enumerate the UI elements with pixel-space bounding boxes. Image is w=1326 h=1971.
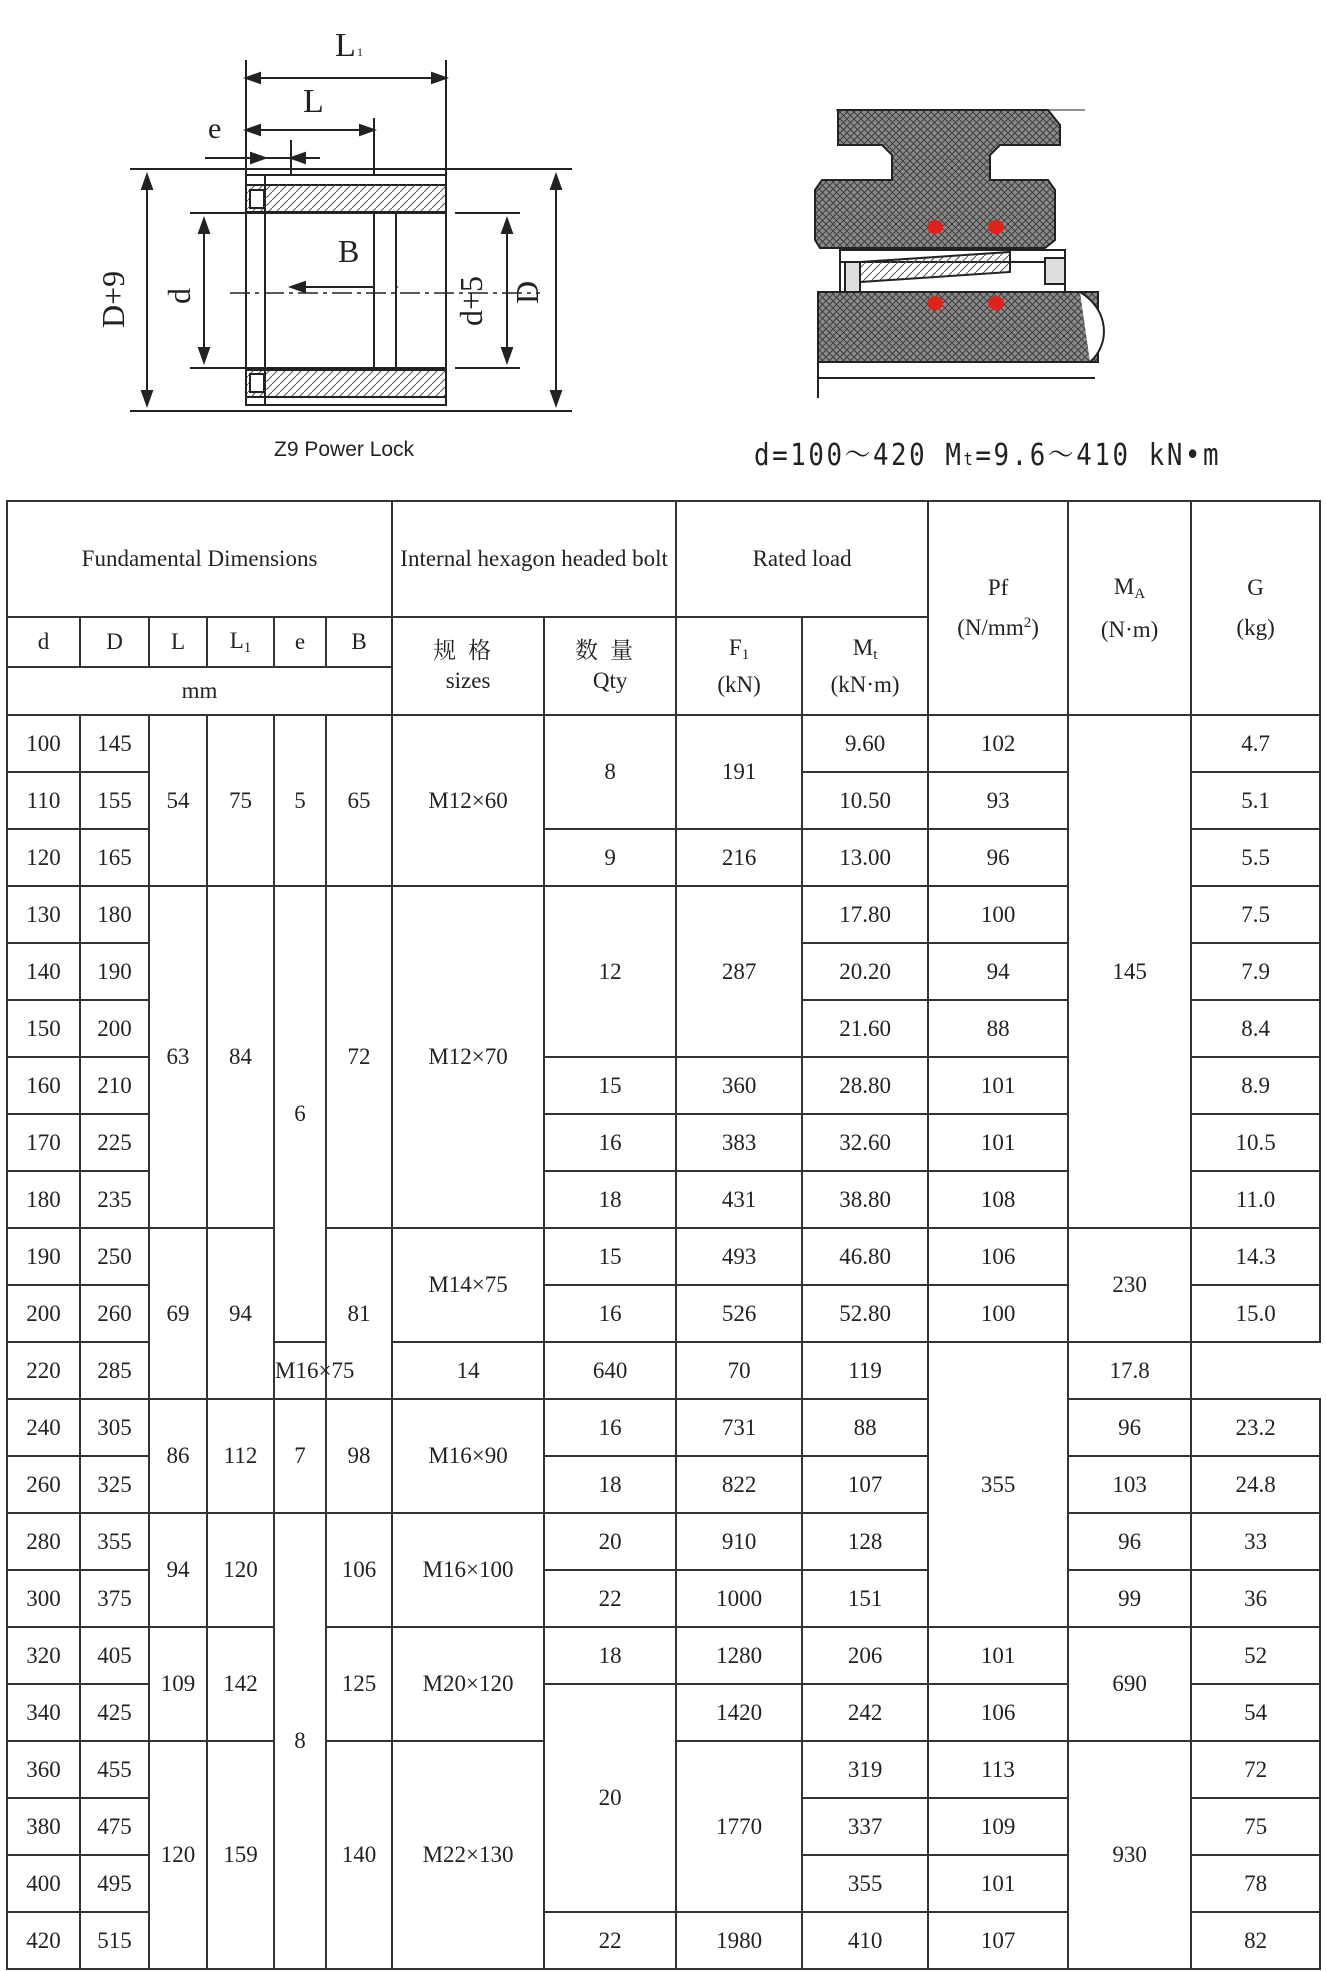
cell-pf: 101 — [928, 1114, 1068, 1171]
cell-L1: 120 — [207, 1513, 274, 1627]
cell-ma: 355 — [928, 1342, 1068, 1627]
cell-d: 200 — [7, 1285, 80, 1342]
cell-f1: 431 — [676, 1171, 802, 1228]
cell-pf: 96 — [1068, 1513, 1191, 1570]
table-row — [7, 1627, 1320, 1684]
cell-L1: 142 — [207, 1627, 274, 1741]
cell-qty: 16 — [544, 1285, 676, 1342]
cell-qty: 18 — [544, 1456, 676, 1513]
sizes-en: sizes — [445, 668, 491, 693]
cell-g: 75 — [1191, 1798, 1320, 1855]
unit-mm: mm — [7, 667, 392, 715]
cell-g: 23.2 — [1191, 1399, 1320, 1456]
g-unit: (kg) — [1236, 615, 1275, 640]
cell-pf: 94 — [928, 943, 1068, 1000]
cell-mt: 9.60 — [802, 715, 928, 772]
cell-mt: 32.60 — [802, 1114, 928, 1171]
cell-mt: 10.50 — [802, 772, 928, 829]
fundamental-dimensions-header: Fundamental Dimensions — [7, 501, 392, 617]
cell-e: 6 — [274, 886, 326, 1342]
cell-g: 11.0 — [1191, 1171, 1320, 1228]
cell-d: 340 — [7, 1684, 80, 1741]
cell-e: 7 — [274, 1399, 326, 1513]
cell-g: 10.5 — [1191, 1114, 1320, 1171]
cell-f1: 640 — [544, 1342, 676, 1399]
cell-D: 250 — [80, 1228, 149, 1285]
cell-f1: 493 — [676, 1228, 802, 1285]
cell-qty: 18 — [544, 1627, 676, 1684]
cell-g: 24.8 — [1191, 1456, 1320, 1513]
installation-section-drawing — [815, 110, 1104, 398]
cell-D: 145 — [80, 715, 149, 772]
cell-pf: 96 — [928, 829, 1068, 886]
cell-D: 190 — [80, 943, 149, 1000]
label-l1-sub: 1 — [357, 45, 363, 59]
cell-g: 33 — [1191, 1513, 1320, 1570]
cell-pf: 119 — [802, 1342, 928, 1399]
cell-pf: 106 — [928, 1228, 1068, 1285]
cell-g: 54 — [1191, 1684, 1320, 1741]
cell-e: 5 — [274, 715, 326, 886]
cell-pf: 88 — [928, 1000, 1068, 1057]
cell-mt: 28.80 — [802, 1057, 928, 1114]
cell-mt: 70 — [676, 1342, 802, 1399]
cell-d: 300 — [7, 1570, 80, 1627]
cell-pf: 101 — [928, 1057, 1068, 1114]
g-header — [1191, 501, 1320, 715]
cell-D: 180 — [80, 886, 149, 943]
cell-mt: 38.80 — [802, 1171, 928, 1228]
cell-pf: 102 — [928, 715, 1068, 772]
bolt-header: Internal hexagon headed bolt — [392, 501, 676, 617]
cell-D: 375 — [80, 1570, 149, 1627]
g-label: G — [1247, 575, 1264, 600]
cell-D: 425 — [80, 1684, 149, 1741]
cell-D: 225 — [80, 1114, 149, 1171]
cell-d: 120 — [7, 829, 80, 886]
cell-pf: 106 — [928, 1684, 1068, 1741]
cell-f1: 526 — [676, 1285, 802, 1342]
cell-qty: 14 — [392, 1342, 544, 1399]
cell-qty: 20 — [544, 1513, 676, 1570]
cell-D: 455 — [80, 1741, 149, 1798]
cell-f1: 1420 — [676, 1684, 802, 1741]
cell-d: 170 — [7, 1114, 80, 1171]
cell-mt: 128 — [802, 1513, 928, 1570]
cell-D: 165 — [80, 829, 149, 886]
cell-qty: 22 — [544, 1570, 676, 1627]
cell-d: 260 — [7, 1456, 80, 1513]
col-f1: $F_1$ (kN) — [676, 617, 802, 715]
cell-D: 260 — [80, 1285, 149, 1342]
cell-mt: 319 — [802, 1741, 928, 1798]
cell-pf: 100 — [928, 1285, 1068, 1342]
cell-d: 130 — [7, 886, 80, 943]
cell-d: 100 — [7, 715, 80, 772]
cell-D: 305 — [80, 1399, 149, 1456]
cell-bolt: M12×70 — [392, 886, 544, 1228]
cell-D: 200 — [80, 1000, 149, 1057]
cell-L: 86 — [149, 1399, 207, 1513]
cell-g: 52 — [1191, 1627, 1320, 1684]
cell-g: 36 — [1191, 1570, 1320, 1627]
cell-L: 120 — [149, 1741, 207, 1969]
cell-bolt: M20×120 — [392, 1627, 544, 1741]
cell-mt: 46.80 — [802, 1228, 928, 1285]
col-L: L — [149, 617, 207, 667]
cell-d: 360 — [7, 1741, 80, 1798]
cell-g: 7.9 — [1191, 943, 1320, 1000]
dimension-labels — [95, 27, 545, 328]
cell-pf: 107 — [928, 1912, 1068, 1969]
table-row — [7, 1513, 1320, 1570]
cell-mt: 21.60 — [802, 1000, 928, 1057]
cell-L: 94 — [149, 1513, 207, 1627]
specification-table — [6, 500, 1321, 1970]
table-row — [7, 1399, 1320, 1456]
col-D: D — [80, 617, 149, 667]
cell-B: 140 — [326, 1741, 392, 1969]
ma-unit: (N·m) — [1100, 616, 1159, 642]
cell-qty: 15 — [544, 1057, 676, 1114]
cell-L: 109 — [149, 1627, 207, 1741]
cell-bolt: M16×100 — [392, 1513, 544, 1627]
cell-D: 325 — [80, 1456, 149, 1513]
cell-pf: 96 — [1068, 1399, 1191, 1456]
cell-f1: 191 — [676, 715, 802, 829]
cell-pf: 101 — [928, 1627, 1068, 1684]
table-row — [7, 715, 1320, 772]
range-sub: t — [963, 449, 976, 470]
label-d-large: D — [509, 280, 545, 304]
cell-qty: 22 — [544, 1912, 676, 1969]
cell-bolt: M22×130 — [392, 1741, 544, 1969]
cell-D: 210 — [80, 1057, 149, 1114]
cell-mt: 107 — [802, 1456, 928, 1513]
cell-D: 155 — [80, 772, 149, 829]
cell-g: 78 — [1191, 1855, 1320, 1912]
cell-D: 355 — [80, 1513, 149, 1570]
cell-L1: 112 — [207, 1399, 274, 1513]
cell-B: 125 — [326, 1627, 392, 1741]
cell-d: 220 — [7, 1342, 80, 1399]
cell-mt: 206 — [802, 1627, 928, 1684]
cell-mt: 242 — [802, 1684, 928, 1741]
label-d-plus-9: D+9 — [95, 270, 131, 328]
cell-qty: 12 — [544, 886, 676, 1057]
cell-bolt: M12×60 — [392, 715, 544, 886]
cell-qty: 18 — [544, 1171, 676, 1228]
ma-header — [1068, 501, 1191, 715]
cell-B: 98 — [326, 1399, 392, 1513]
cell-L: 69 — [149, 1228, 207, 1399]
cell-B: 72 — [326, 886, 392, 1228]
cell-g: 5.5 — [1191, 829, 1320, 886]
cell-L1: 84 — [207, 886, 274, 1228]
cell-mt: 20.20 — [802, 943, 928, 1000]
label-d-plus-5: d+5 — [453, 275, 489, 326]
col-d: d — [7, 617, 80, 667]
cell-ma: 230 — [1068, 1228, 1191, 1342]
cell-mt: 13.00 — [802, 829, 928, 886]
cell-L1: 75 — [207, 715, 274, 886]
cell-D: 495 — [80, 1855, 149, 1912]
qty-en: Qty — [592, 668, 628, 693]
technical-drawings — [0, 0, 1326, 490]
cell-qty: 16 — [544, 1399, 676, 1456]
cell-B: 65 — [326, 715, 392, 886]
cell-g: 8.9 — [1191, 1057, 1320, 1114]
cell-d: 180 — [7, 1171, 80, 1228]
cell-g: 17.8 — [1068, 1342, 1191, 1399]
cell-f1: 1000 — [676, 1570, 802, 1627]
cell-g: 7.5 — [1191, 886, 1320, 943]
cell-d: 400 — [7, 1855, 80, 1912]
cell-pf: 113 — [928, 1741, 1068, 1798]
pf-header — [928, 501, 1068, 715]
cell-B: 81 — [326, 1228, 392, 1399]
rated-load-header: Rated load — [676, 501, 928, 617]
right-drawing-caption — [754, 430, 1221, 474]
cell-qty: 16 — [544, 1114, 676, 1171]
cell-mt: 337 — [802, 1798, 928, 1855]
cell-pf: 100 — [928, 886, 1068, 943]
col-qty — [544, 617, 676, 715]
cell-f1: 910 — [676, 1513, 802, 1570]
cell-d: 380 — [7, 1798, 80, 1855]
pf-unit: $(N/mm^2)$ — [957, 615, 1039, 640]
cell-f1: 1770 — [676, 1741, 802, 1912]
cell-g: 15.0 — [1191, 1285, 1320, 1342]
cell-L: 54 — [149, 715, 207, 886]
cell-pf: 103 — [1068, 1456, 1191, 1513]
cell-g: 14.3 — [1191, 1228, 1320, 1285]
cell-d: 320 — [7, 1627, 80, 1684]
cell-qty: 9 — [544, 829, 676, 886]
ma-label: $M_A$ — [1113, 573, 1146, 602]
cell-d: 160 — [7, 1057, 80, 1114]
cell-ma: 145 — [1068, 715, 1191, 1228]
col-e: e — [274, 617, 326, 667]
cell-d: 110 — [7, 772, 80, 829]
label-d-small: d — [161, 288, 197, 304]
cell-g: 5.1 — [1191, 772, 1320, 829]
cell-mt: 52.80 — [802, 1285, 928, 1342]
cell-pf: 99 — [1068, 1570, 1191, 1627]
cell-bolt: M16×90 — [392, 1399, 544, 1513]
range-text: d=100～420 M — [754, 438, 964, 473]
cell-D: 515 — [80, 1912, 149, 1969]
cell-d: 420 — [7, 1912, 80, 1969]
cell-D: 475 — [80, 1798, 149, 1855]
label-e: e — [208, 112, 222, 145]
col-B: B — [326, 617, 392, 667]
qty-zh: 数量 — [575, 638, 646, 663]
cell-g: 82 — [1191, 1912, 1320, 1969]
pf-label: Pf — [987, 575, 1009, 600]
cell-mt: 410 — [802, 1912, 928, 1969]
cell-f1: 731 — [676, 1399, 802, 1456]
cell-L1: 94 — [207, 1228, 274, 1399]
cell-pf: 93 — [928, 772, 1068, 829]
cell-pf: 101 — [928, 1855, 1068, 1912]
cell-e: 8 — [274, 1513, 326, 1969]
cell-f1: 1280 — [676, 1627, 802, 1684]
cell-pf: 108 — [928, 1171, 1068, 1228]
cell-ma: 690 — [1068, 1627, 1191, 1741]
cell-D: 405 — [80, 1627, 149, 1684]
col-L1: $L_1$ — [207, 617, 274, 667]
cell-pf: 109 — [928, 1798, 1068, 1855]
label-l1: L — [335, 27, 356, 64]
cell-L1: 159 — [207, 1741, 274, 1969]
cell-mt: 17.80 — [802, 886, 928, 943]
cell-d: 190 — [7, 1228, 80, 1285]
cell-bolt: M14×75 — [392, 1228, 544, 1342]
label-b: B — [338, 233, 360, 269]
cell-mt: 151 — [802, 1570, 928, 1627]
cell-d: 240 — [7, 1399, 80, 1456]
cell-g: 72 — [1191, 1741, 1320, 1798]
cell-bolt: M16×75 — [274, 1342, 326, 1399]
cell-g: 4.7 — [1191, 715, 1320, 772]
cell-ma: 930 — [1068, 1741, 1191, 1969]
left-drawing-caption: Z9 Power Lock — [274, 438, 415, 461]
table-row — [7, 1228, 1320, 1285]
cell-f1: 360 — [676, 1057, 802, 1114]
cell-g: 8.4 — [1191, 1000, 1320, 1057]
label-l: L — [303, 83, 324, 120]
cell-mt: 355 — [802, 1855, 928, 1912]
cell-d: 140 — [7, 943, 80, 1000]
cell-f1: 1980 — [676, 1912, 802, 1969]
cell-B: 106 — [326, 1513, 392, 1627]
cell-D: 285 — [80, 1342, 149, 1399]
cell-d: 150 — [7, 1000, 80, 1057]
cell-qty: 8 — [544, 715, 676, 829]
cell-D: 235 — [80, 1171, 149, 1228]
header-row-1 — [7, 501, 1320, 617]
cell-qty: 15 — [544, 1228, 676, 1285]
cell-L: 63 — [149, 886, 207, 1228]
range-tail: =9.6～410 kN•m — [975, 438, 1222, 473]
cell-qty: 20 — [544, 1684, 676, 1912]
cell-f1: 383 — [676, 1114, 802, 1171]
cell-f1: 216 — [676, 829, 802, 886]
cell-d: 280 — [7, 1513, 80, 1570]
cell-f1: 822 — [676, 1456, 802, 1513]
col-sizes — [392, 617, 544, 715]
cell-f1: 287 — [676, 886, 802, 1057]
col-mt: $M_t$ (kN·m) — [802, 617, 928, 715]
sizes-zh: 规格 — [433, 638, 504, 663]
cell-mt: 88 — [802, 1399, 928, 1456]
